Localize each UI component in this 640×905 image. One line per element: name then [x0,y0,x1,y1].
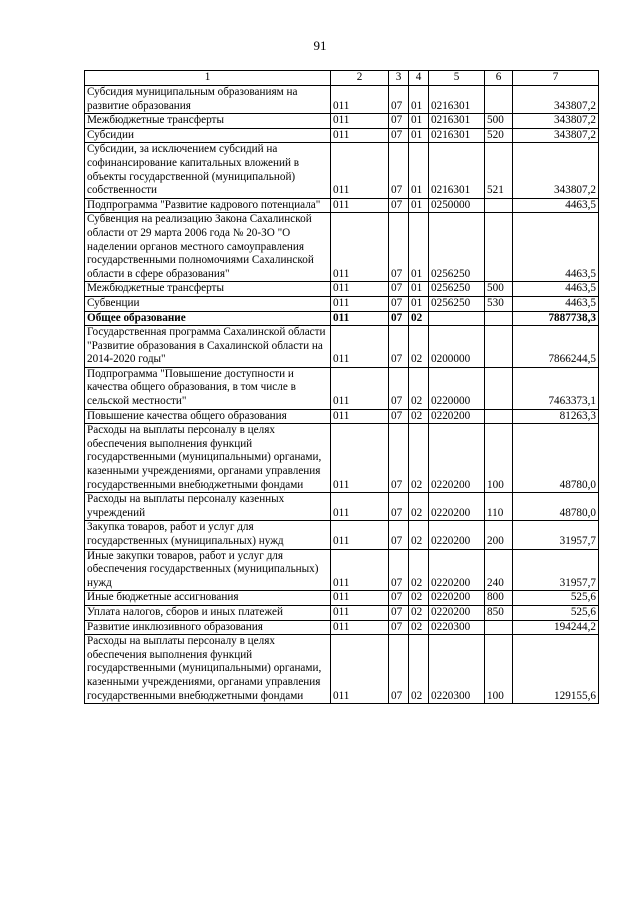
row-section-code: 07 [389,521,409,549]
row-ministry-code: 011 [331,549,389,591]
row-target-code: 0220300 [429,620,485,635]
table-row [85,605,599,620]
row-subsection-code: 02 [409,424,429,493]
row-amount: 7887738,3 [513,311,599,326]
row-expense-type: 520 [485,128,513,143]
row-ministry-code: 011 [331,620,389,635]
row-name: Иные бюджетные ассигнования [85,591,331,606]
row-target-code: 0216301 [429,143,485,198]
table-row [85,493,599,521]
row-name: Уплата налогов, сборов и иных платежей [85,605,331,620]
row-ministry-code: 011 [331,143,389,198]
row-subsection-code: 02 [409,326,429,368]
row-amount: 525,6 [513,605,599,620]
row-target-code: 0220200 [429,549,485,591]
row-expense-type: 100 [485,635,513,704]
row-target-code: 0220000 [429,367,485,409]
row-expense-type [485,620,513,635]
row-ministry-code: 011 [331,635,389,704]
row-section-code: 07 [389,114,409,129]
row-target-code: 0216301 [429,86,485,114]
row-name: Субсидии [85,128,331,143]
row-expense-type: 100 [485,424,513,493]
header-col-4: 4 [409,71,429,86]
row-subsection-code: 02 [409,549,429,591]
row-name: Расходы на выплаты персоналу казенных учреждений [85,493,331,521]
row-ministry-code: 011 [331,591,389,606]
table-row [85,311,599,326]
row-ministry-code: 011 [331,424,389,493]
row-target-code: 0216301 [429,114,485,129]
row-amount: 48780,0 [513,424,599,493]
row-expense-type [485,198,513,213]
row-section-code: 07 [389,296,409,311]
row-target-code: 0220200 [429,605,485,620]
row-amount: 343807,2 [513,114,599,129]
table-row [85,521,599,549]
row-expense-type: 110 [485,493,513,521]
header-col-6: 6 [485,71,513,86]
row-expense-type: 500 [485,282,513,297]
row-ministry-code: 011 [331,493,389,521]
row-ministry-code: 011 [331,128,389,143]
row-expense-type: 240 [485,549,513,591]
row-section-code: 07 [389,326,409,368]
row-section-code: 07 [389,605,409,620]
table-row [85,620,599,635]
table-row [85,326,599,368]
row-amount: 4463,5 [513,282,599,297]
row-name: Субсидии, за исключением субсидий на софинансирование капитальных вложений в объекты государственной (муниципальной) собственности [85,143,331,198]
row-amount: 4463,5 [513,198,599,213]
table-row [85,409,599,424]
row-amount: 48780,0 [513,493,599,521]
row-amount: 343807,2 [513,128,599,143]
row-subsection-code: 02 [409,409,429,424]
row-name: Межбюджетные трансферты [85,282,331,297]
row-ministry-code: 011 [331,114,389,129]
header-col-7: 7 [513,71,599,86]
row-expense-type: 500 [485,114,513,129]
row-subsection-code: 02 [409,493,429,521]
header-col-5: 5 [429,71,485,86]
row-section-code: 07 [389,282,409,297]
row-section-code: 07 [389,143,409,198]
budget-table [84,70,599,704]
header-row [85,71,599,86]
row-subsection-code: 02 [409,605,429,620]
row-section-code: 07 [389,493,409,521]
row-expense-type [485,409,513,424]
row-section-code: 07 [389,424,409,493]
row-target-code: 0250000 [429,198,485,213]
table-body [85,86,599,704]
row-section-code: 07 [389,367,409,409]
row-ministry-code: 011 [331,213,389,282]
row-ministry-code: 011 [331,296,389,311]
row-target-code [429,311,485,326]
table-row [85,213,599,282]
row-name: Общее образование [85,311,331,326]
page-number: 91 [313,38,327,53]
row-target-code: 0216301 [429,128,485,143]
row-amount: 129155,6 [513,635,599,704]
row-target-code: 0220200 [429,424,485,493]
row-amount: 525,6 [513,591,599,606]
row-amount: 343807,2 [513,143,599,198]
row-subsection-code: 02 [409,591,429,606]
row-amount: 4463,5 [513,296,599,311]
table-row [85,282,599,297]
header-col-3: 3 [389,71,409,86]
table-row [85,549,599,591]
row-name: Межбюджетные трансферты [85,114,331,129]
row-expense-type [485,326,513,368]
row-amount: 31957,7 [513,521,599,549]
row-section-code: 07 [389,549,409,591]
row-name: Закупка товаров, работ и услуг для государственных (муниципальных) нужд [85,521,331,549]
row-section-code: 07 [389,86,409,114]
row-target-code: 0256250 [429,213,485,282]
row-ministry-code: 011 [331,326,389,368]
row-amount: 31957,7 [513,549,599,591]
header-col-1: 1 [85,71,331,86]
row-ministry-code: 011 [331,367,389,409]
row-target-code: 0220200 [429,521,485,549]
table-row [85,114,599,129]
row-subsection-code: 01 [409,213,429,282]
table-row [85,143,599,198]
row-expense-type [485,86,513,114]
row-subsection-code: 01 [409,143,429,198]
row-expense-type: 800 [485,591,513,606]
row-name: Повышение качества общего образования [85,409,331,424]
table-row [85,86,599,114]
row-ministry-code: 011 [331,86,389,114]
row-subsection-code: 02 [409,620,429,635]
row-section-code: 07 [389,409,409,424]
row-name: Субвенция на реализацию Закона Сахалинской области от 29 марта 2006 года № 20-ЗО "О наделении органов местного самоуправления государственными полномочиями Сахалинской области в сфере образования" [85,213,331,282]
row-name: Иные закупки товаров, работ и услуг для обеспечения государственных (муниципальных) нужд [85,549,331,591]
table-row [85,198,599,213]
header-col-2: 2 [331,71,389,86]
row-expense-type: 521 [485,143,513,198]
row-expense-type [485,367,513,409]
table-row [85,635,599,704]
row-amount: 7463373,1 [513,367,599,409]
row-expense-type: 850 [485,605,513,620]
row-subsection-code: 01 [409,296,429,311]
row-amount: 343807,2 [513,86,599,114]
row-subsection-code: 01 [409,198,429,213]
row-name: Субвенции [85,296,331,311]
row-section-code: 07 [389,620,409,635]
table-row [85,128,599,143]
row-amount: 4463,5 [513,213,599,282]
row-ministry-code: 011 [331,409,389,424]
row-section-code: 07 [389,198,409,213]
row-name: Подпрограмма "Развитие кадрового потенциала" [85,198,331,213]
table-row [85,591,599,606]
row-subsection-code: 01 [409,128,429,143]
row-expense-type [485,213,513,282]
row-ministry-code: 011 [331,521,389,549]
row-ministry-code: 011 [331,605,389,620]
row-target-code: 0256250 [429,296,485,311]
row-subsection-code: 01 [409,114,429,129]
row-section-code: 07 [389,635,409,704]
row-subsection-code: 02 [409,311,429,326]
row-subsection-code: 02 [409,521,429,549]
table-row [85,367,599,409]
row-name: Подпрограмма "Повышение доступности и качества общего образования, в том числе в сельской местности" [85,367,331,409]
row-subsection-code: 02 [409,635,429,704]
row-section-code: 07 [389,591,409,606]
row-name: Государственная программа Сахалинской области "Развитие образования в Сахалинской области на 2014-2020 годы" [85,326,331,368]
row-amount: 81263,3 [513,409,599,424]
row-expense-type [485,311,513,326]
row-target-code: 0220200 [429,493,485,521]
table-row [85,424,599,493]
table-row [85,296,599,311]
row-target-code: 0220200 [429,409,485,424]
row-ministry-code: 011 [331,198,389,213]
row-name: Развитие инклюзивного образования [85,620,331,635]
row-subsection-code: 01 [409,86,429,114]
row-expense-type: 530 [485,296,513,311]
row-section-code: 07 [389,213,409,282]
row-ministry-code: 011 [331,282,389,297]
row-ministry-code: 011 [331,311,389,326]
row-amount: 194244,2 [513,620,599,635]
row-amount: 7866244,5 [513,326,599,368]
row-name: Субсидия муниципальным образованиям на развитие образования [85,86,331,114]
row-target-code: 0200000 [429,326,485,368]
row-target-code: 0256250 [429,282,485,297]
row-subsection-code: 01 [409,282,429,297]
row-subsection-code: 02 [409,367,429,409]
row-expense-type: 200 [485,521,513,549]
row-section-code: 07 [389,128,409,143]
row-name: Расходы на выплаты персоналу в целях обеспечения выполнения функций государственными (муниципальными) органами, казенными учреждениями, органами управления государственными внебюджетными фондами [85,424,331,493]
row-section-code: 07 [389,311,409,326]
row-target-code: 0220200 [429,591,485,606]
row-target-code: 0220300 [429,635,485,704]
row-name: Расходы на выплаты персоналу в целях обеспечения выполнения функций государственными (муниципальными) органами, казенными учреждениями, органами управления государственными внебюджетными фондами [85,635,331,704]
